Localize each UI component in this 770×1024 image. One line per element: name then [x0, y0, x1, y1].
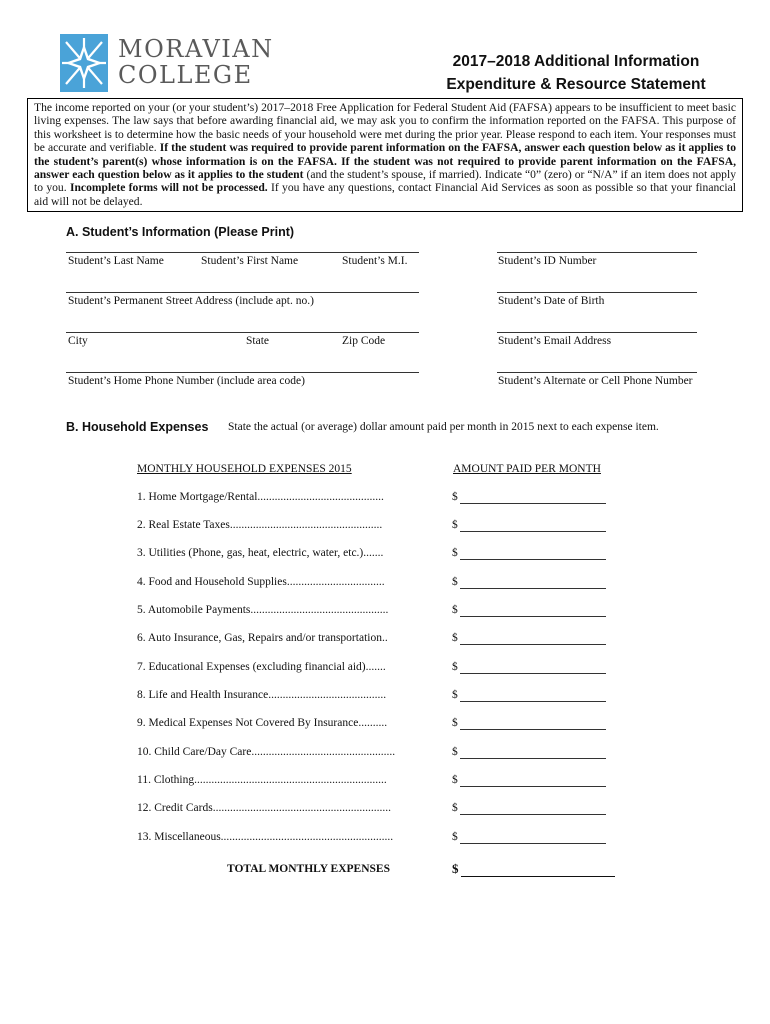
email-label: Student’s Email Address [498, 335, 612, 347]
mi-label: Student’s M.I. [342, 255, 408, 267]
expense-item-label: 10. Child Care/Day Care.................................................. [137, 746, 396, 758]
currency-sign: $ [452, 831, 458, 843]
expense-item-label: 9. Medical Expenses Not Covered By Insurance.......... [137, 717, 388, 729]
zip-label: Zip Code [342, 335, 386, 347]
expense-item-label: 1. Home Mortgage/Rental............................................ [137, 491, 384, 503]
expense-item-label: 6. Auto Insurance, Gas, Repairs and/or transportation.. [137, 632, 388, 644]
intro-bold-1: If the student was required to provide parent information on the FAFSA, answer each question below as it applies to the student’s parent(s) whose information is on the FAFSA. If the student was not required to provide parent information on the FAFSA, answer each question below as it applies to the student [34, 141, 736, 182]
currency-sign: $ [452, 604, 458, 616]
expense-item-label: 7. Educational Expenses (excluding financial aid)....... [137, 661, 386, 673]
id-number-input-line[interactable] [497, 252, 697, 253]
section-b-heading: B. Household Expenses [66, 420, 209, 434]
expense-amount-input[interactable] [460, 559, 606, 560]
expense-amount-input[interactable] [460, 503, 606, 504]
state-label: State [246, 335, 269, 347]
expense-amount-input[interactable] [460, 644, 606, 645]
city-label: City [68, 335, 88, 347]
logo-wordmark [118, 36, 274, 88]
title-line-2: Expenditure & Resource Statement [446, 76, 706, 93]
expense-item-label: 13. Miscellaneous............................................................ [137, 831, 394, 843]
name-input-line[interactable] [66, 252, 419, 253]
intro-text-3: If you have any questions, contact Financial Aid Services as soon as possible so that your financial aid will not be delayed. [34, 181, 736, 208]
expense-amount-input[interactable] [460, 531, 606, 532]
alt-phone-input-line[interactable] [497, 372, 697, 373]
currency-sign: $ [452, 547, 458, 559]
total-currency-sign: $ [452, 861, 459, 876]
currency-sign: $ [452, 661, 458, 673]
expense-amount-input[interactable] [460, 616, 606, 617]
email-input-line[interactable] [497, 332, 697, 333]
expenses-column-header: MONTHLY HOUSEHOLD EXPENSES 2015 [137, 463, 352, 475]
amount-column-header: AMOUNT PAID PER MONTH [453, 463, 601, 475]
logo-line-1: MORAVIAN [118, 35, 274, 63]
total-monthly-expenses-label: TOTAL MONTHLY EXPENSES [227, 863, 390, 875]
expense-item-label: 12. Credit Cards.............................................................. [137, 802, 391, 814]
last-name-label: Student’s Last Name [68, 255, 164, 267]
form-title [416, 50, 736, 96]
expense-amount-input[interactable] [460, 588, 606, 589]
total-amount-input[interactable] [461, 876, 615, 877]
currency-sign: $ [452, 632, 458, 644]
logo-line-2: COLLEGE [118, 61, 253, 89]
title-line-1: 2017–2018 Additional Information [452, 53, 700, 70]
currency-sign: $ [452, 802, 458, 814]
expense-item-label: 11. Clothing................................................................... [137, 774, 387, 786]
section-b-description: State the actual (or average) dollar amount paid per month in 2015 next to each expense item. [228, 421, 659, 433]
currency-sign: $ [452, 519, 458, 531]
expense-item-label: 3. Utilities (Phone, gas, heat, electric, water, etc.)....... [137, 547, 384, 559]
currency-sign: $ [452, 689, 458, 701]
expense-amount-input[interactable] [460, 701, 606, 702]
currency-sign: $ [452, 491, 458, 503]
currency-sign: $ [452, 576, 458, 588]
first-name-label: Student’s First Name [201, 255, 299, 267]
moravian-star-icon [60, 34, 108, 92]
id-number-label: Student’s ID Number [498, 255, 597, 267]
expense-amount-input[interactable] [460, 843, 606, 844]
dob-label: Student’s Date of Birth [498, 295, 605, 307]
expense-amount-input[interactable] [460, 729, 606, 730]
expense-item-label: 8. Life and Health Insurance......................................... [137, 689, 387, 701]
expense-amount-input[interactable] [460, 673, 606, 674]
currency-sign: $ [452, 746, 458, 758]
expense-amount-input[interactable] [460, 786, 606, 787]
college-logo [60, 34, 280, 92]
expense-amount-input[interactable] [460, 814, 606, 815]
alt-phone-label: Student’s Alternate or Cell Phone Number [498, 375, 693, 387]
currency-sign: $ [452, 717, 458, 729]
city-state-zip-input-line[interactable] [66, 332, 419, 333]
intro-text-2: (and the student’s spouse, if married). Indicate “0” (zero) or “N/A” if an item does not apply to you. [34, 168, 736, 195]
section-a-heading: A. Student’s Information (Please Print) [66, 225, 295, 239]
expense-item-label: 5. Automobile Payments................................................ [137, 604, 389, 616]
address-label: Student’s Permanent Street Address (include apt. no.) [68, 295, 314, 307]
currency-sign: $ [452, 774, 458, 786]
expense-amount-input[interactable] [460, 758, 606, 759]
intro-text-1: The income reported on your (or your student’s) 2017–2018 Free Application for Federal Student Aid (FAFSA) appears to be insufficient to meet basic living expenses. The law says that before awarding financial aid, we may ask you to confirm the information reported on the FAFSA. This purpose of this worksheet is to determine how the basic needs of your household were met during the prior year. Please respond to each item. Your responses must be accurate and verifiable. [34, 101, 736, 155]
intro-bold-2: Incomplete forms will not be processed. [69, 181, 268, 195]
dob-input-line[interactable] [497, 292, 697, 293]
address-input-line[interactable] [66, 292, 419, 293]
expense-item-label: 4. Food and Household Supplies.................................. [137, 576, 385, 588]
instructions-box [27, 98, 743, 212]
expense-item-label: 2. Real Estate Taxes..................................................... [137, 519, 383, 531]
home-phone-input-line[interactable] [66, 372, 419, 373]
home-phone-label: Student’s Home Phone Number (include area code) [68, 375, 305, 387]
